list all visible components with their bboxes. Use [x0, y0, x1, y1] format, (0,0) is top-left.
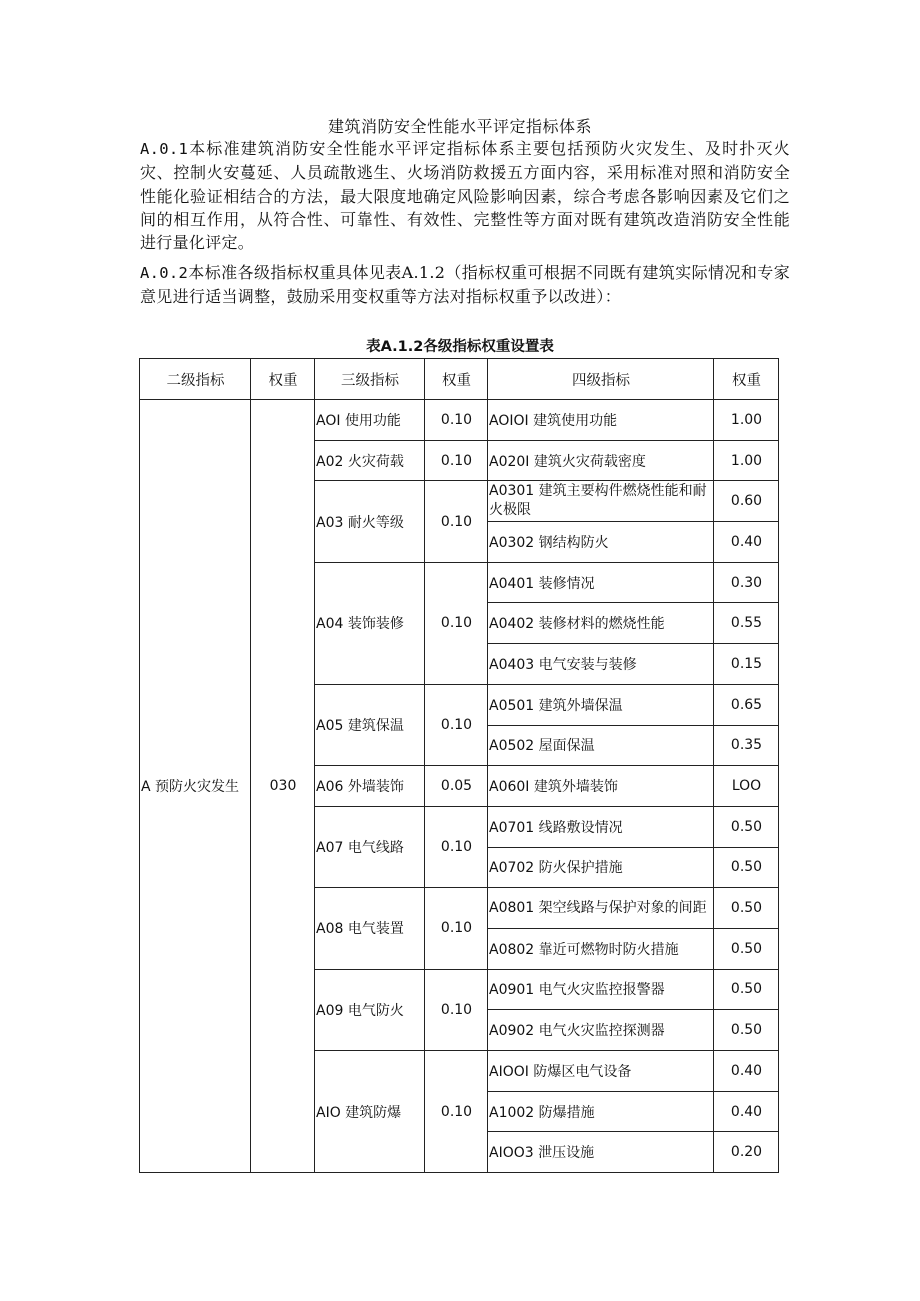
header-cell: 三级指标: [315, 359, 425, 400]
indicator-code: A0301: [489, 483, 535, 500]
level4-weight-cell: 0.50: [714, 928, 779, 969]
level3-indicator-cell: [315, 806, 425, 887]
indicator-code: A0302: [489, 534, 535, 551]
indicator-name: 建筑外墙保温: [538, 697, 623, 714]
indicator-code: A020I: [489, 453, 530, 470]
level4-weight-cell: 1.00: [714, 400, 779, 441]
level3-indicator-cell: [315, 400, 425, 441]
indicator-code: AOIOI: [489, 412, 529, 429]
indicator-name: 电气火灾监控探测器: [538, 1023, 665, 1040]
paragraph-a-0-2: [140, 261, 790, 309]
level3-weight-cell: 0.10: [425, 888, 488, 969]
level3-indicator-cell: [315, 1051, 425, 1173]
level3-weight-cell: 0.10: [425, 481, 488, 562]
level4-indicator-cell: [488, 847, 714, 888]
level2-weight-cell: 030: [251, 400, 315, 1173]
indicator-code: A02: [316, 453, 344, 470]
indicator-name: 防火保护措施: [538, 860, 623, 877]
header-cell: 权重: [425, 359, 488, 400]
indicator-name: 耐火等级: [347, 514, 404, 531]
table-row: [140, 400, 779, 441]
level4-indicator-cell: [488, 522, 714, 563]
level4-indicator-cell: [488, 1051, 714, 1092]
indicator-name: 装饰装修: [347, 616, 404, 633]
level3-indicator-cell: [315, 766, 425, 807]
indicator-name: 泄压设施: [538, 1145, 595, 1162]
indicator-code: A06: [316, 779, 344, 796]
header-cell: 权重: [714, 359, 779, 400]
level3-indicator-cell: [315, 440, 425, 481]
indicator-code: A0702: [489, 860, 535, 877]
level3-weight-cell: 0.10: [425, 400, 488, 441]
indicator-name: 建筑使用功能: [533, 412, 618, 429]
level4-weight-cell: 0.20: [714, 1132, 779, 1173]
indicator-name: 建筑外墙装饰: [533, 779, 618, 796]
indicator-name: 钢结构防火: [538, 534, 609, 551]
header-cell: 权重: [251, 359, 315, 400]
header-cell: 四级指标: [488, 359, 714, 400]
level4-indicator-cell: [488, 969, 714, 1010]
indicator-name: 使用功能: [344, 412, 401, 429]
indicator-name: 电气火灾监控报警器: [538, 982, 665, 999]
indicator-code: A0502: [489, 738, 535, 755]
level4-weight-cell: 0.35: [714, 725, 779, 766]
level4-weight-cell: 0.60: [714, 481, 779, 522]
indicator-name: 预防火灾发生: [155, 779, 240, 796]
level4-indicator-cell: [488, 684, 714, 725]
indicator-code: A0902: [489, 1023, 535, 1040]
level4-weight-cell: 0.30: [714, 562, 779, 603]
clause-number: A.0.2: [140, 264, 189, 282]
indicator-name: 装修情况: [538, 575, 595, 592]
level3-indicator-cell: [315, 684, 425, 765]
level4-indicator-cell: [488, 603, 714, 644]
indicator-code: A03: [316, 514, 344, 531]
level4-indicator-cell: [488, 440, 714, 481]
indicator-name: 防爆区电气设备: [533, 1063, 632, 1080]
indicator-code: A0402: [489, 616, 535, 633]
indicator-code: A1002: [489, 1104, 535, 1121]
level4-weight-cell: 0.40: [714, 522, 779, 563]
table-body: [140, 400, 779, 1173]
indicator-name: 建筑防爆: [345, 1104, 402, 1121]
indicator-code: AOI: [316, 412, 341, 429]
level4-weight-cell: 0.40: [714, 1091, 779, 1132]
indicator-code: A04: [316, 616, 344, 633]
indicator-code: A0501: [489, 697, 535, 714]
indicator-code: AIOO3: [489, 1145, 534, 1162]
indicator-name: 建筑主要构件燃烧性能和耐火极限: [489, 483, 707, 519]
indicator-name: 装修材料的燃烧性能: [538, 616, 665, 633]
level4-indicator-cell: [488, 806, 714, 847]
level3-indicator-cell: [315, 888, 425, 969]
level3-indicator-cell: [315, 481, 425, 562]
table-caption: 表A.1.2各级指标权重设置表: [366, 339, 554, 355]
indicator-code: A09: [316, 1002, 344, 1019]
indicator-name: 建筑火灾荷载密度: [533, 453, 646, 470]
indicator-name: 火灾荷载: [347, 453, 404, 470]
indicator-weight-table: [139, 358, 779, 1173]
level4-weight-cell: LOO: [714, 766, 779, 807]
level4-indicator-cell: [488, 400, 714, 441]
indicator-name: 架空线路与保护对象的间距: [538, 899, 707, 916]
level4-indicator-cell: [488, 562, 714, 603]
indicator-name: 建筑保温: [347, 718, 404, 734]
level3-weight-cell: 0.10: [425, 969, 488, 1050]
level4-weight-cell: 0.15: [714, 644, 779, 685]
level4-indicator-cell: [488, 928, 714, 969]
level4-indicator-cell: [488, 1091, 714, 1132]
level4-weight-cell: 0.50: [714, 806, 779, 847]
level3-weight-cell: 0.10: [425, 806, 488, 887]
indicator-code: A0901: [489, 982, 535, 999]
indicator-code: A0403: [489, 656, 535, 673]
indicator-code: A0801: [489, 899, 535, 916]
table-header-row: [140, 359, 779, 400]
level4-weight-cell: 0.50: [714, 847, 779, 888]
level3-weight-cell: 0.10: [425, 440, 488, 481]
level4-indicator-cell: [488, 725, 714, 766]
indicator-code: A0401: [489, 575, 535, 592]
level2-indicator-cell: [140, 400, 251, 1173]
indicator-code: A: [141, 779, 151, 796]
level4-indicator-cell: [488, 888, 714, 929]
indicator-code: A08: [316, 921, 344, 938]
indicator-name: 电气装置: [347, 921, 404, 938]
level4-indicator-cell: [488, 766, 714, 807]
indicator-code: A0701: [489, 819, 535, 836]
paragraph-a-0-1: [140, 137, 790, 254]
clause-number: A.0.1: [140, 140, 189, 158]
level4-weight-cell: 1.00: [714, 440, 779, 481]
level3-indicator-cell: [315, 562, 425, 684]
level4-weight-cell: 0.55: [714, 603, 779, 644]
indicator-code: AIOOI: [489, 1063, 529, 1080]
level3-weight-cell: 0.05: [425, 766, 488, 807]
level4-indicator-cell: [488, 1010, 714, 1051]
clause-text: 本标准建筑消防安全性能水平评定指标体系主要包括预防火灾发生、及时扑灭火灾、控制火安蔓延、人员疏散逃生、火场消防救援五方面内容，采用标准对照和消防安全性能化验证相结合的方法，最大限度地确定风险影响因素，综合考虑各影响因素及它们之间的相互作用，从符合性、可靠性、有效性、完整性等方面对既有建筑改造消防安全性能进行量化评定。: [140, 139, 790, 253]
level3-weight-cell: 0.10: [425, 684, 488, 765]
indicator-name: 屋面保温: [538, 738, 595, 755]
level4-weight-cell: 0.50: [714, 1010, 779, 1051]
document-title: 建筑消防安全性能水平评定指标体系: [327, 117, 592, 136]
level4-indicator-cell: [488, 1132, 714, 1173]
indicator-code: AIO: [316, 1104, 341, 1121]
indicator-code: A0802: [489, 941, 535, 958]
level3-indicator-cell: [315, 969, 425, 1050]
level3-weight-cell: 0.10: [425, 562, 488, 684]
level3-weight-cell: 0.10: [425, 1051, 488, 1173]
level4-indicator-cell: [488, 481, 714, 522]
header-cell: 二级指标: [140, 359, 251, 400]
indicator-code: A07: [316, 840, 344, 857]
indicator-name: 线路敷设情况: [538, 819, 623, 836]
indicator-name: 电气防火: [347, 1002, 404, 1019]
indicator-code: A05: [316, 718, 344, 734]
level4-weight-cell: 0.65: [714, 684, 779, 725]
indicator-name: 防爆措施: [538, 1104, 595, 1121]
indicator-name: 电气安装与装修: [538, 656, 637, 673]
indicator-name: 电气线路: [347, 840, 404, 857]
indicator-name: 靠近可燃物时防火措施: [538, 941, 679, 958]
level4-indicator-cell: [488, 644, 714, 685]
indicator-code: A060I: [489, 779, 530, 796]
clause-text: 本标准各级指标权重具体见表A.1.2（指标权重可根据不同既有建筑实际情况和专家意见进行适当调整，鼓励采用变权重等方法对指标权重予以改进）：: [140, 263, 790, 307]
level4-weight-cell: 0.50: [714, 969, 779, 1010]
indicator-name: 外墙装饰: [347, 779, 404, 796]
level4-weight-cell: 0.50: [714, 888, 779, 929]
level4-weight-cell: 0.40: [714, 1051, 779, 1092]
